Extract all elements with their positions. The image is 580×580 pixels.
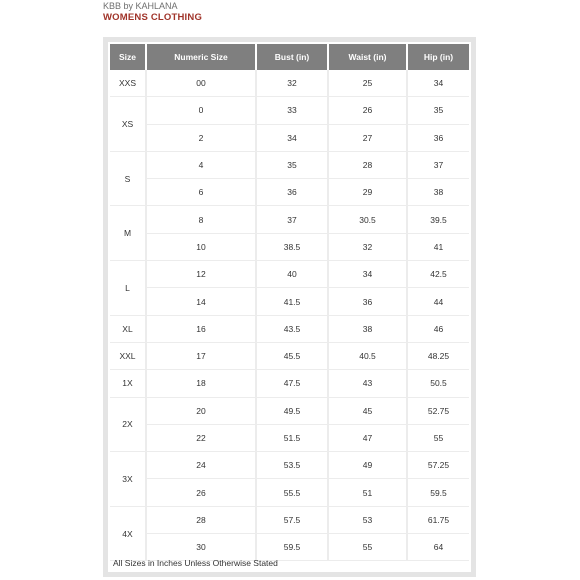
measurement-cell: 28: [146, 506, 256, 533]
size-label-cell: XXS: [110, 70, 146, 97]
measurement-cell: 37: [407, 151, 469, 178]
measurement-cell: 49.5: [256, 397, 328, 424]
column-header: Size: [110, 44, 146, 70]
measurement-cell: 47.5: [256, 370, 328, 397]
measurement-cell: 38: [407, 179, 469, 206]
measurement-cell: 18: [146, 370, 256, 397]
size-label-cell: 1X: [110, 370, 146, 397]
column-header: Waist (in): [328, 44, 407, 70]
measurement-cell: 55: [328, 534, 407, 561]
measurement-cell: 48.25: [407, 342, 469, 369]
measurement-cell: 17: [146, 342, 256, 369]
table-row: [110, 206, 469, 233]
section-title: WOMENS CLOTHING: [103, 12, 203, 23]
measurement-cell: 12: [146, 261, 256, 288]
measurement-cell: 47: [328, 424, 407, 451]
measurement-cell: 44: [407, 288, 469, 315]
column-header: Bust (in): [256, 44, 328, 70]
measurement-cell: 51.5: [256, 424, 328, 451]
table-row: [110, 261, 469, 288]
measurement-cell: 45: [328, 397, 407, 424]
measurement-cell: 24: [146, 452, 256, 479]
measurement-cell: 53.5: [256, 452, 328, 479]
measurement-cell: 43: [328, 370, 407, 397]
size-label-cell: XXL: [110, 342, 146, 369]
measurement-cell: 51: [328, 479, 407, 506]
measurement-cell: 34: [256, 124, 328, 151]
size-label-cell: L: [110, 261, 146, 316]
measurement-cell: 55: [407, 424, 469, 451]
table-row: [110, 452, 469, 479]
size-chart-table: [110, 44, 469, 561]
measurement-cell: 35: [407, 97, 469, 124]
measurement-cell: 29: [328, 179, 407, 206]
size-label-cell: 4X: [110, 506, 146, 561]
table-row: [110, 97, 469, 124]
measurement-cell: 59.5: [256, 534, 328, 561]
table-row: [110, 151, 469, 178]
measurement-cell: 53: [328, 506, 407, 533]
column-header: Hip (in): [407, 44, 469, 70]
measurement-cell: 64: [407, 534, 469, 561]
measurement-cell: 30: [146, 534, 256, 561]
measurement-cell: 26: [146, 479, 256, 506]
table-row: [110, 506, 469, 533]
measurement-cell: 36: [328, 288, 407, 315]
measurement-cell: 10: [146, 233, 256, 260]
measurement-cell: 0: [146, 97, 256, 124]
measurement-cell: 57.5: [256, 506, 328, 533]
table-row: [110, 233, 469, 260]
measurement-cell: 55.5: [256, 479, 328, 506]
measurement-cell: 34: [407, 70, 469, 97]
measurement-cell: 40.5: [328, 342, 407, 369]
measurement-cell: 61.75: [407, 506, 469, 533]
brand-label: KBB by KAHLANA: [103, 1, 178, 11]
size-label-cell: 3X: [110, 452, 146, 507]
measurement-cell: 33: [256, 97, 328, 124]
measurement-cell: 35: [256, 151, 328, 178]
table-header-row: [110, 44, 469, 70]
table-row: [110, 370, 469, 397]
measurement-cell: 27: [328, 124, 407, 151]
size-label-cell: 2X: [110, 397, 146, 452]
measurement-cell: 32: [328, 233, 407, 260]
measurement-cell: 8: [146, 206, 256, 233]
table-row: [110, 124, 469, 151]
measurement-cell: 46: [407, 315, 469, 342]
size-label-cell: XS: [110, 97, 146, 152]
size-chart-panel: [103, 37, 476, 577]
table-body: [110, 70, 469, 561]
measurement-cell: 00: [146, 70, 256, 97]
measurement-cell: 52.75: [407, 397, 469, 424]
measurement-cell: 36: [407, 124, 469, 151]
measurement-cell: 16: [146, 315, 256, 342]
table-row: [110, 288, 469, 315]
measurement-cell: 50.5: [407, 370, 469, 397]
size-chart-sheet: [108, 42, 471, 572]
table-row: [110, 534, 469, 561]
table-row: [110, 315, 469, 342]
measurement-cell: 34: [328, 261, 407, 288]
measurement-cell: 4: [146, 151, 256, 178]
measurement-cell: 32: [256, 70, 328, 97]
measurement-cell: 38: [328, 315, 407, 342]
measurement-cell: 42.5: [407, 261, 469, 288]
measurement-cell: 41.5: [256, 288, 328, 315]
measurement-cell: 43.5: [256, 315, 328, 342]
size-label-cell: XL: [110, 315, 146, 342]
measurement-cell: 36: [256, 179, 328, 206]
measurement-cell: 25: [328, 70, 407, 97]
measurement-cell: 39.5: [407, 206, 469, 233]
column-header: Numeric Size: [146, 44, 256, 70]
measurement-cell: 2: [146, 124, 256, 151]
table-row: [110, 70, 469, 97]
measurement-cell: 28: [328, 151, 407, 178]
measurement-cell: 20: [146, 397, 256, 424]
size-label-cell: M: [110, 206, 146, 261]
measurement-cell: 49: [328, 452, 407, 479]
measurement-cell: 57.25: [407, 452, 469, 479]
measurement-cell: 30.5: [328, 206, 407, 233]
measurement-cell: 14: [146, 288, 256, 315]
measurement-cell: 40: [256, 261, 328, 288]
table-row: [110, 479, 469, 506]
size-label-cell: S: [110, 151, 146, 206]
table-row: [110, 424, 469, 451]
measurement-cell: 22: [146, 424, 256, 451]
table-row: [110, 397, 469, 424]
measurement-cell: 6: [146, 179, 256, 206]
measurement-cell: 38.5: [256, 233, 328, 260]
measurement-cell: 37: [256, 206, 328, 233]
measurement-cell: 59.5: [407, 479, 469, 506]
measurement-cell: 26: [328, 97, 407, 124]
table-row: [110, 342, 469, 369]
measurement-cell: 45.5: [256, 342, 328, 369]
measurement-cell: 41: [407, 233, 469, 260]
table-row: [110, 179, 469, 206]
footnote: All Sizes in Inches Unless Otherwise Stated: [113, 558, 278, 568]
